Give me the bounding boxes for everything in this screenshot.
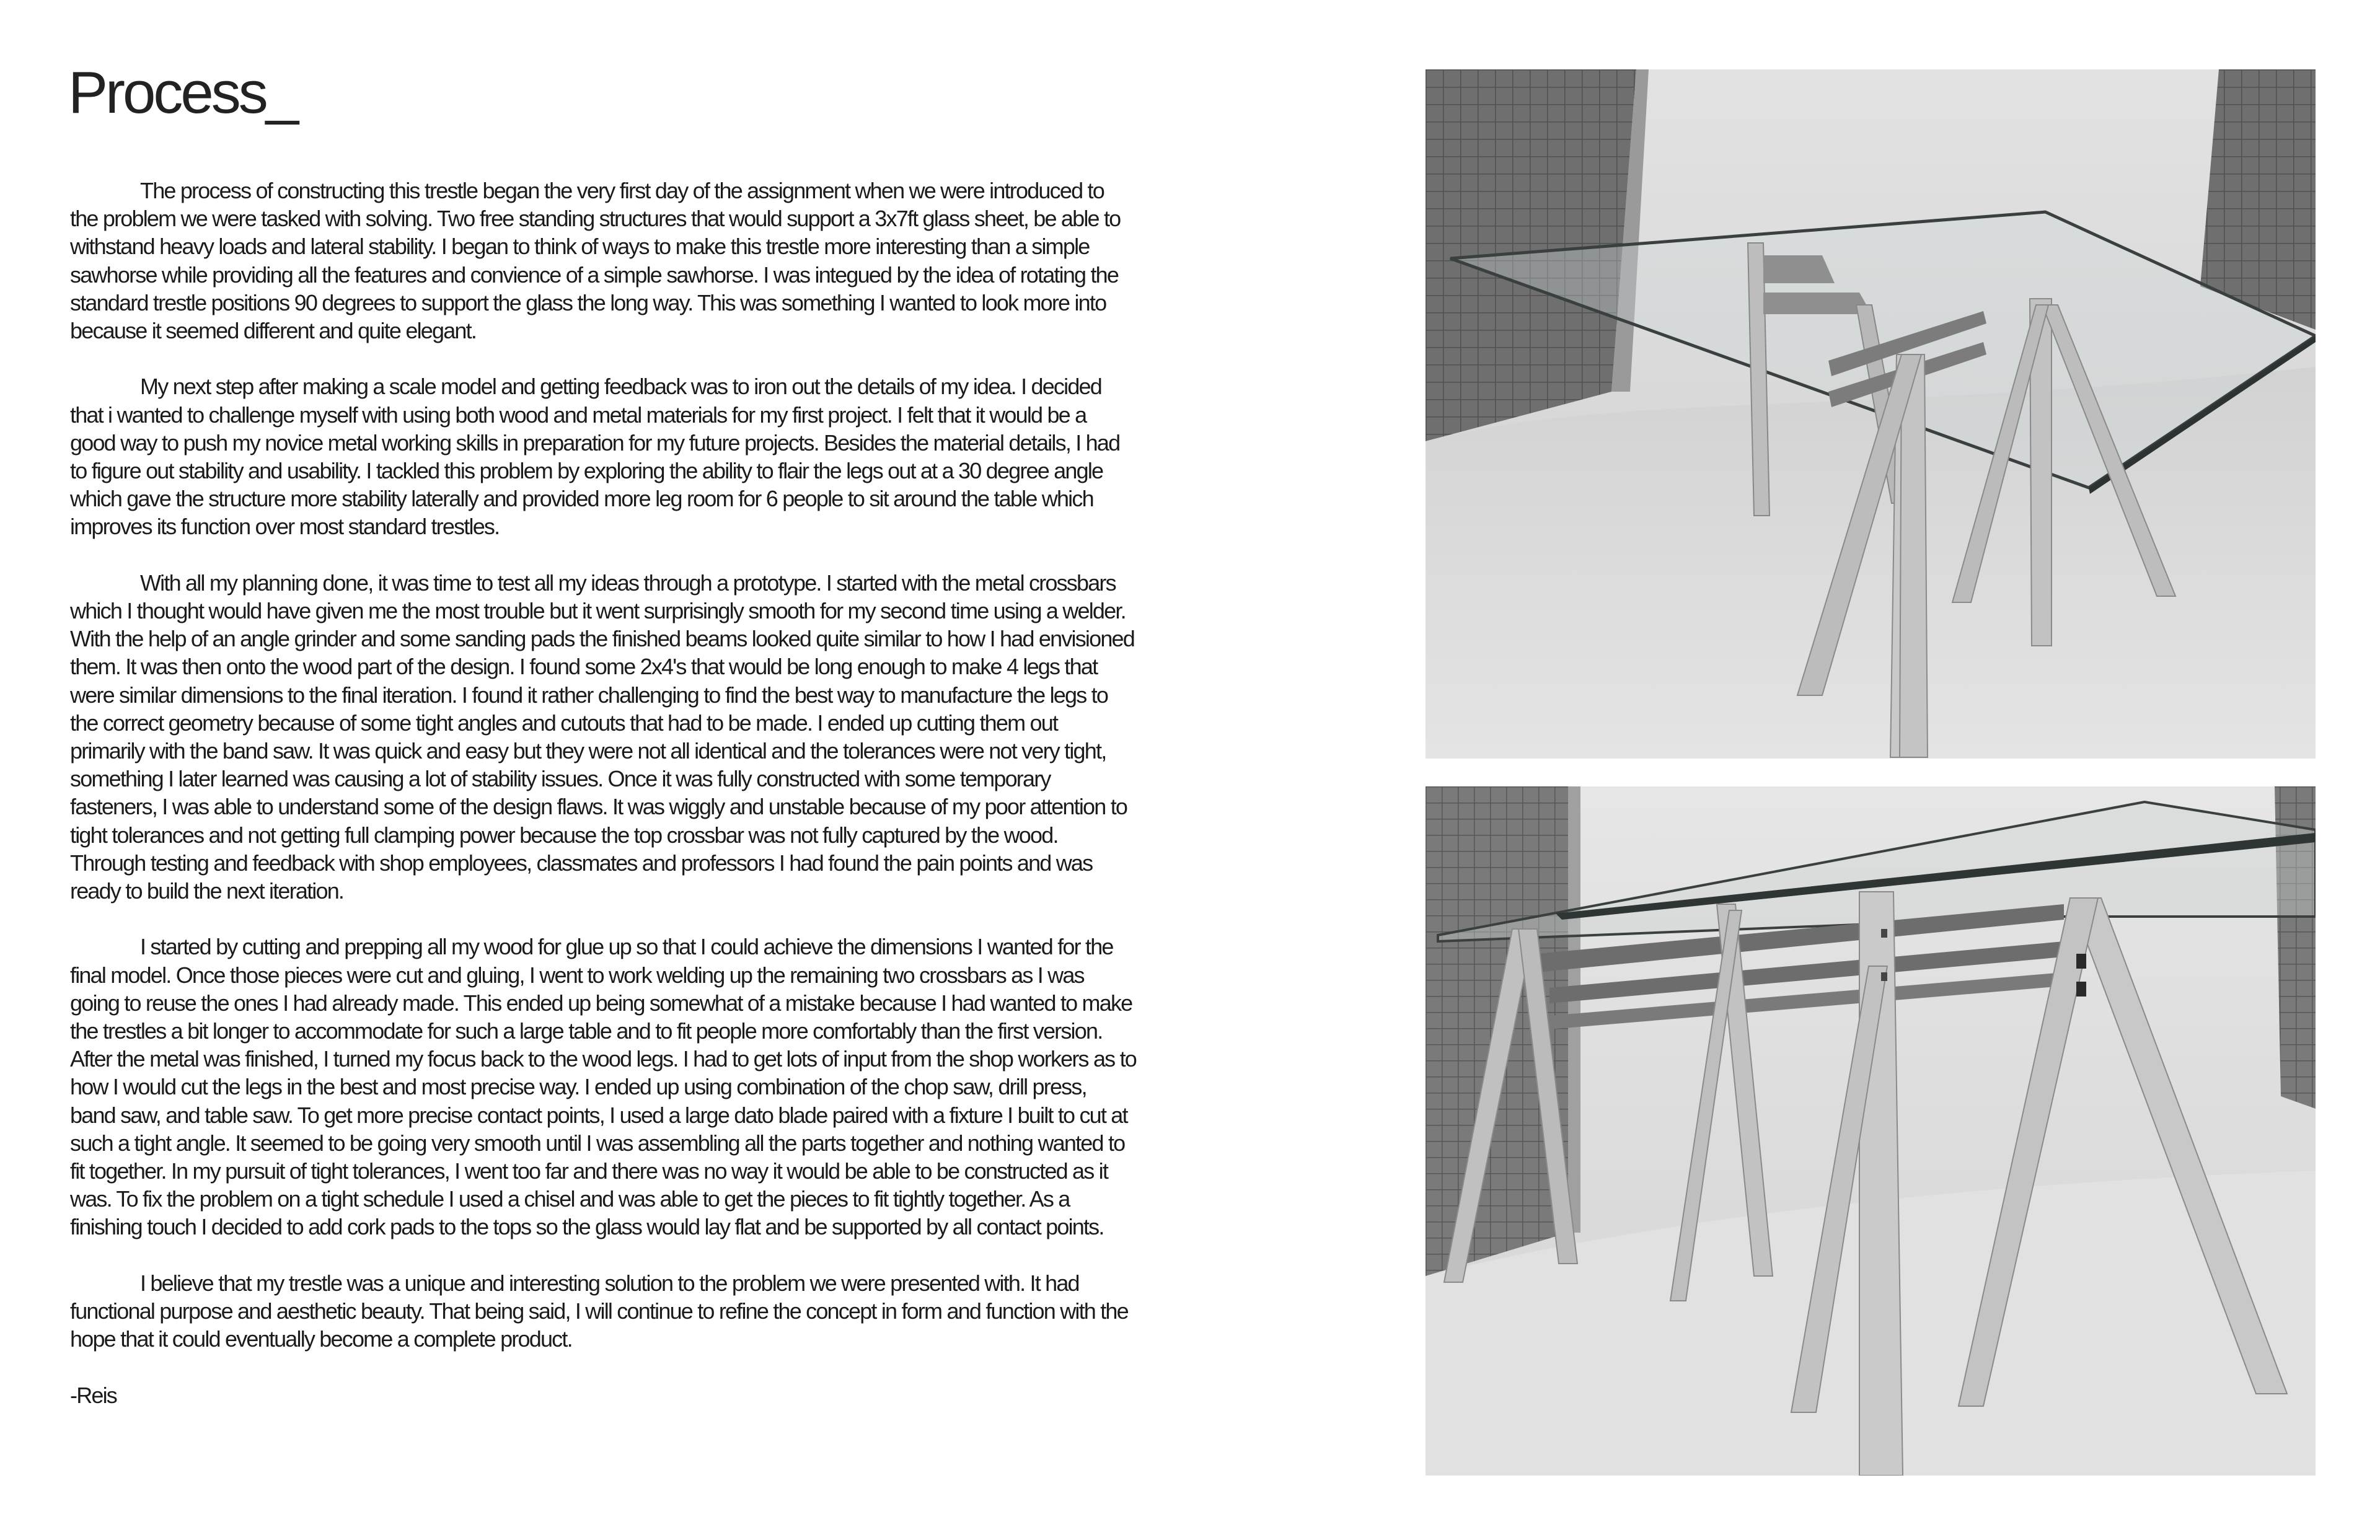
paragraph-4: I started by cutting and prepping all my wood for glue up so that I could achieve the dimensions I wanted for the final model. Once those pieces were cut and gluing, I went to work welding up the remaining two crossbars as I was going to reuse the ones I had already made. This ended up being somewhat of a mistake because I had wanted to make the trestles a bit longer to accommodate for such a large table and to fit people more comfortably than the first version. After the metal was finished, I turned my focus back to the wood legs. I had to get lots of input from the shop workers as to how I would cut the legs in the best and most precise way. I ended up using combination of the chop saw, drill press, band saw, and table saw. To get more precise contact points, I used a large dato blade paired with a fixture I built to cut at such a tight angle. It seemed to be going very smooth until I was assembling all the parts together and nothing wanted to fit together. In my pursuit of tight tolerances, I went too far and there was no way it would be able to be constructed as it was. To fix the problem on a tight schedule I used a chisel and was able to get the pieces to fit tightly together. As a finishing touch I decided to add cork pads to the tops so the glass would lay flat and be supported by all contact points. — [70, 934, 1137, 1240]
essay-body — [70, 177, 1136, 1437]
signature: -Reis — [70, 1382, 117, 1408]
paragraph-5: I believe that my trestle was a unique and interesting solution to the problem we were presented with. It had functional purpose and aesthetic beauty. That being said, I will continue to refine the concept in form and function with the hope that it could eventually become a complete product. — [70, 1270, 1128, 1352]
trestle-side-photo-illustration — [1426, 786, 2316, 1476]
photo-trestle-side — [1426, 786, 2316, 1476]
paragraph-2: My next step after making a scale model and getting feedback was to iron out the details of my idea. I decided that i wanted to challenge myself with using both wood and metal materials for my first project. I felt that it would be a good way to push my novice metal working skills in preparation for my future projects. Besides the material details, I had to figure out stability and usability. I tackled this problem by exploring the ability to flair the legs out at a 30 degree angle which gave the structure more stability laterally and provided more leg room for 6 people to sit around the table which improves its function over most standard trestles. — [70, 374, 1120, 540]
trestle-photo-illustration — [1426, 69, 2316, 759]
page-title: Process_ — [68, 59, 297, 126]
photo-trestle-angled — [1426, 69, 2316, 759]
paragraph-3: With all my planning done, it was time to test all my ideas through a prototype. I started with the metal crossbars which I thought would have given me the most trouble but it went surprisingly smooth for my second time using a welder. With the help of an angle grinder and some sanding pads the finished beams looked quite similar to how I had envisioned them. It was then onto the wood part of the design. I found some 2x4's that would be long enough to make 4 legs that were similar dimensions to the final iteration. I found it rather challenging to find the best way to manufacture the legs to the correct geometry because of some tight angles and cutouts that had to be made. I ended up cutting them out primarily with the band saw. It was quick and easy but they were not all identical and the tolerances were not very tight, something I later learned was causing a lot of stability issues. Once it was fully constructed with some temporary fasteners, I was able to understand some of the design flaws. It was wiggly and unstable because of my poor attention to tight tolerances and not getting full clamping power because the top crossbar was not fully captured by the wood. Through testing and feedback with shop employees, classmates and professors I had found the pain points and was ready to build the next iteration. — [70, 570, 1135, 904]
paragraph-1: The process of constructing this trestle began the very first day of the assignment when we were introduced to the problem we were tasked with solving. Two free standing structures that would support a 3x7ft glass sheet, be able to withstand heavy loads and lateral stability. I began to think of ways to make this trestle more interesting than a simple sawhorse while providing all the features and convience of a simple sawhorse. I was integued by the idea of rotating the standard trestle positions 90 degrees to support the glass the long way. This was something I wanted to look more into because it seemed different and quite elegant. — [70, 178, 1121, 344]
